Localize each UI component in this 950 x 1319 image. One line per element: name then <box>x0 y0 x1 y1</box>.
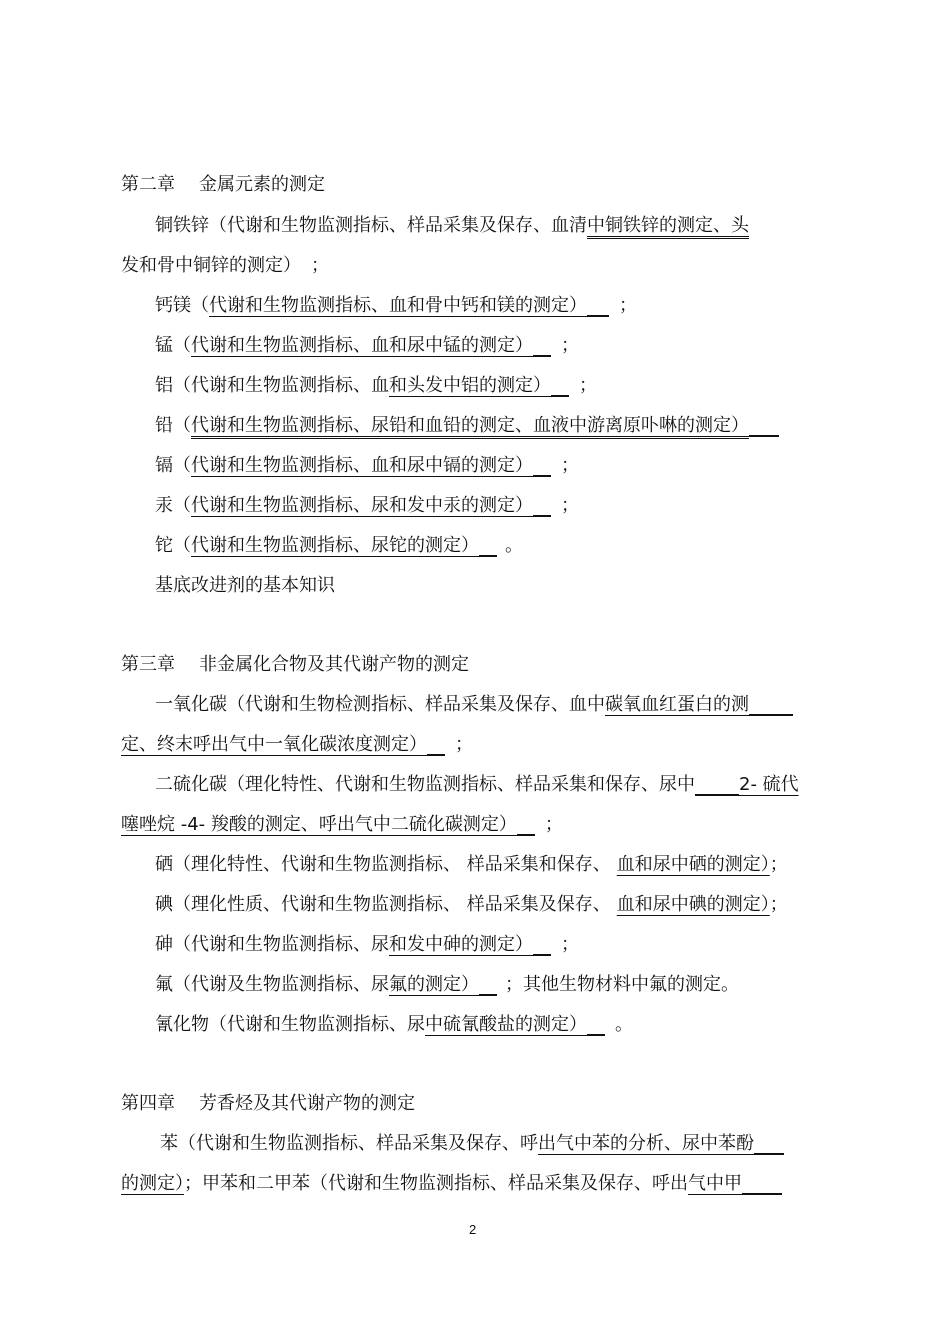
item-cyanide <box>155 1013 633 1037</box>
fill-blank <box>517 833 535 836</box>
item-underlined-text: 中铜铁锌的测定、头 <box>587 215 749 236</box>
item-punct: ； <box>455 734 473 755</box>
chapter-4-number: 第四章 <box>121 1093 175 1114</box>
item-text: 铝（代谢和生物监测指标、血 <box>155 375 389 396</box>
item-text: 硒（理化特性、代谢和生物监测指标、 样品采集和保存、 <box>155 854 611 875</box>
chapter-2-number: 第二章 <box>121 174 175 195</box>
fill-blank <box>742 1192 782 1195</box>
item-underlined-text: 出气中苯的分析、尿中苯酚 <box>538 1133 754 1154</box>
item-text: 基底改进剂的基本知识 <box>155 575 335 596</box>
item-underlined-text: 代谢和生物监测指标、尿铊的测定） <box>191 535 479 556</box>
fill-blank <box>695 793 739 796</box>
item-carbon-disulfide <box>155 773 799 797</box>
item-benzene-cont <box>121 1172 782 1196</box>
fill-blank <box>479 993 497 996</box>
chapter-2-title: 金属元素的测定 <box>199 174 325 195</box>
item-text: 锰（ <box>155 335 191 356</box>
chapter-3-title: 非金属化合物及其代谢产物的测定 <box>199 654 469 675</box>
item-underlined-text: 定、终末呼出气中一氧化碳浓度测定） <box>121 734 427 755</box>
fill-blank <box>427 753 445 756</box>
item-underlined-text: 代谢和生物监测指标、尿和发中汞的测定） <box>191 495 533 516</box>
item-punct: ； <box>579 375 597 396</box>
item-underlined-text: 的测定） <box>121 1173 184 1194</box>
item-mercury <box>155 494 579 518</box>
item-text: 砷（代谢和生物监测指标、尿 <box>155 934 389 955</box>
item-punct: ； <box>619 295 637 316</box>
item-text: ；甲苯和二甲苯（代谢和生物监测指标、样品采集及保存、呼出 <box>184 1173 688 1194</box>
fill-blank <box>587 1033 605 1036</box>
item-underlined-text: 和发中砷的测定） <box>389 934 533 955</box>
fill-blank <box>754 1152 784 1155</box>
item-punct: ； <box>561 335 579 356</box>
item-underlined-text: 代谢和生物监测指标、尿铅和血铅的测定、血液中游离原卟啉的测定） <box>191 415 749 436</box>
item-text: 汞（ <box>155 495 191 516</box>
chapter-4-title: 芳香烃及其代谢产物的测定 <box>199 1093 415 1114</box>
item-calcium-magnesium <box>155 294 637 318</box>
item-punct: ；其他生物材料中氟的测定。 <box>505 974 739 995</box>
fill-blank <box>533 354 551 357</box>
item-underlined-text: 气中甲 <box>688 1173 742 1194</box>
item-carbon-monoxide <box>155 693 793 717</box>
chapter-2-heading <box>121 173 325 197</box>
item-punct: ； <box>561 455 579 476</box>
fill-blank <box>479 554 497 557</box>
item-punct: 。 <box>505 535 523 556</box>
item-selenium <box>155 853 788 877</box>
item-underlined-text: 碳氧血红蛋白的测 <box>605 694 749 715</box>
item-underlined-text: 2- 硫代 <box>739 774 799 795</box>
item-text: 铜铁锌（代谢和生物监测指标、样品采集及保存、血清 <box>155 215 587 236</box>
item-text: 钙镁（ <box>155 295 209 316</box>
item-copper-iron-zinc-cont <box>121 254 329 278</box>
item-underlined-text: 代谢和生物监测指标、血和尿中锰的测定） <box>191 335 533 356</box>
item-cadmium <box>155 454 579 478</box>
item-text: 发和骨中铜锌的测定） <box>121 255 301 276</box>
item-matrix-modifier <box>155 574 335 598</box>
item-text: 氟（代谢及生物监测指标、尿 <box>155 974 389 995</box>
item-text: 铊（ <box>155 535 191 556</box>
item-text: 二硫化碳（理化特性、代谢和生物监测指标、样品采集和保存、尿中 <box>155 774 695 795</box>
item-punct: 。 <box>615 1014 633 1035</box>
item-underlined-text: 代谢和生物监测指标、血和骨中钙和镁的测定） <box>209 295 587 316</box>
item-copper-iron-zinc <box>155 214 749 238</box>
item-underlined-text: 血和尿中碘的测定） <box>616 894 770 915</box>
item-text: 一氧化碳（代谢和生物检测指标、样品采集及保存、血中 <box>155 694 605 715</box>
item-thallium <box>155 534 523 558</box>
fill-blank <box>533 514 551 517</box>
item-text: 苯（代谢和生物监测指标、样品采集及保存、呼 <box>160 1133 538 1154</box>
fill-blank <box>587 314 609 317</box>
fill-blank <box>533 474 551 477</box>
item-punct: ； <box>311 255 329 276</box>
item-punct: ； <box>544 814 563 835</box>
item-iodine <box>155 893 788 917</box>
item-carbon-monoxide-cont <box>121 733 473 757</box>
item-underlined-text: 血和尿中硒的测定） <box>616 854 770 875</box>
item-punct: ； <box>769 854 788 875</box>
item-text: 铅（ <box>155 415 191 436</box>
item-underlined-text: 噻唑烷 -4- 羧酸的测定、呼出气中二硫化碳测定） <box>121 814 517 835</box>
item-punct: ； <box>561 934 579 955</box>
item-carbon-disulfide-cont <box>121 813 563 837</box>
chapter-3-number: 第三章 <box>121 654 175 675</box>
item-underlined-text: 代谢和生物监测指标、血和尿中镉的测定） <box>191 455 533 476</box>
item-benzene <box>160 1132 784 1156</box>
page-number: 2 <box>469 1222 477 1237</box>
item-manganese <box>155 334 579 358</box>
item-punct: ； <box>561 495 579 516</box>
item-text: 镉（ <box>155 455 191 476</box>
item-arsenic <box>155 933 579 957</box>
item-underlined-text: 中硫氰酸盐的测定） <box>425 1014 587 1035</box>
fill-blank <box>749 434 779 437</box>
item-underlined-text: 和头发中铝的测定） <box>389 375 551 396</box>
item-punct: ； <box>769 894 788 915</box>
item-underlined-text: 氟的测定） <box>389 974 479 995</box>
item-aluminum <box>155 374 597 398</box>
item-lead <box>155 414 779 438</box>
chapter-4-heading <box>121 1092 415 1116</box>
fill-blank <box>551 394 569 397</box>
item-text: 氰化物（代谢和生物监测指标、尿 <box>155 1014 425 1035</box>
fill-blank <box>749 713 793 716</box>
fill-blank <box>533 953 551 956</box>
item-text: 碘（理化性质、代谢和生物监测指标、 样品采集及保存、 <box>155 894 611 915</box>
chapter-3-heading <box>121 653 469 677</box>
item-fluorine <box>155 973 739 997</box>
